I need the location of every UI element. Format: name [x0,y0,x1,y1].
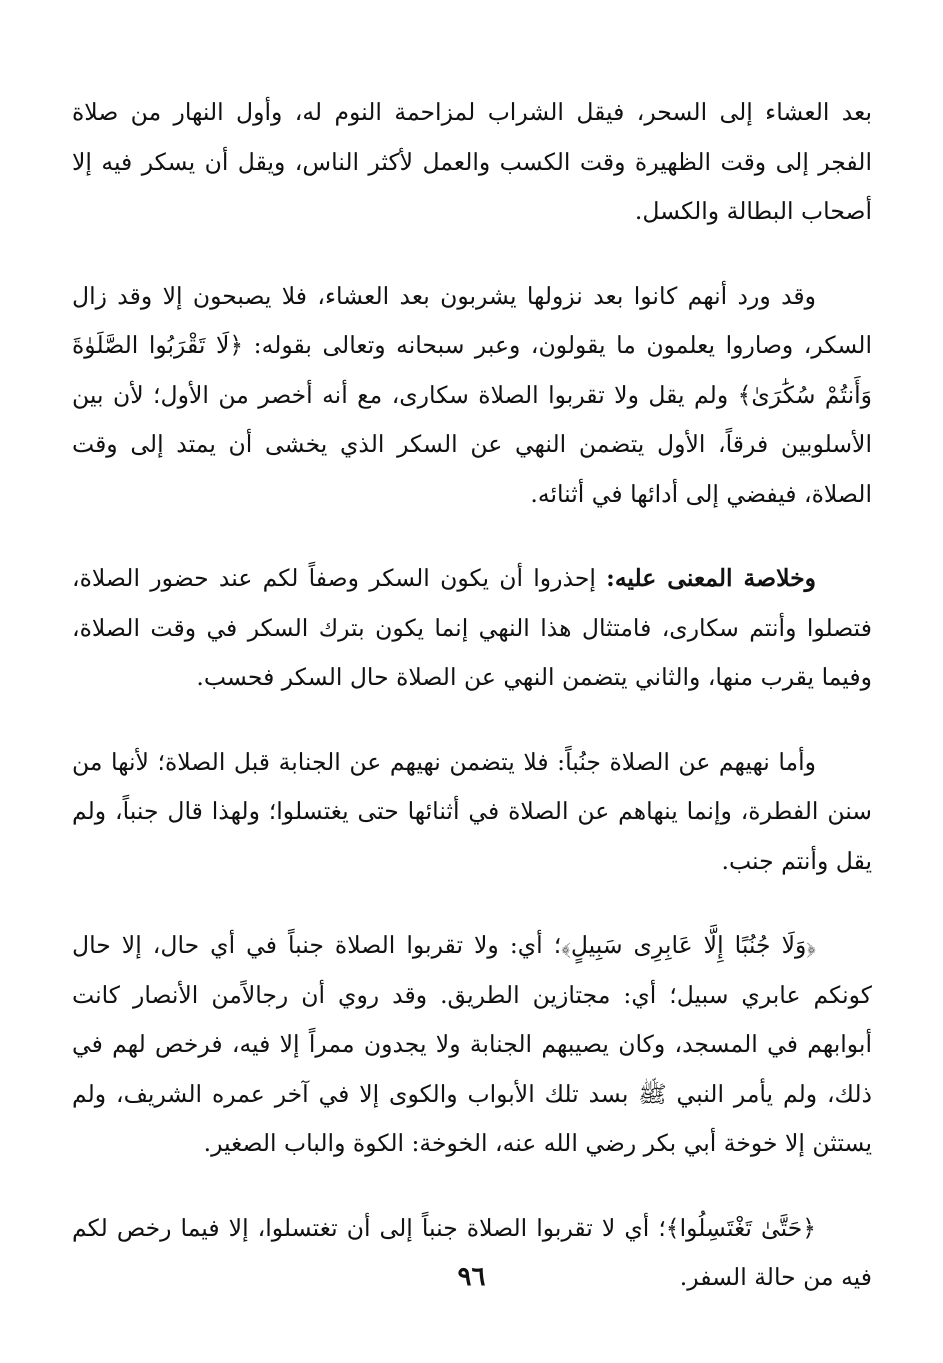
paragraph-6: ﴿حَتَّىٰ تَغْتَسِلُوا﴾؛ أي لا تقربوا الصلاة جنباً إلى أن تغتسلوا، إلا فيما رخص لكم فيه من حالة السفر. [72,1213,872,1291]
paragraph-3 [72,554,872,703]
paragraph-1: بعد العشاء إلى السحر، فيقل الشراب لمزاحمة النوم له، وأول النهار من صلاة الفجر إلى وقت الظهيرة وقت الكسب والعمل لأكثر الناس، ويقل أن يسكر فيه إلا أصحاب البطالة والكسل. [72,98,872,225]
paragraph-2: وقد ورد أنهم كانوا بعد نزولها يشربون بعد العشاء، فلا يصبحون إلا وقد زال السكر، وصاروا يعلمون ما يقولون، وعبر سبحانه وتعالى بقوله: ﴿لَا تَقْرَبُوا الصَّلَوٰةَ وَأَنتُمْ سُكَٰرَىٰ﴾ ولم يقل ولا تقربوا الصلاة سكارى، مع أنه أخصر من الأول؛ لأن بين الأسلوبين فرقاً، الأول يتضمن النهي عن السكر الذي يخشى أن يمتد إلى وقت الصلاة، فيفضي إلى أدائها في أثنائه. [72,281,872,508]
paragraph-3-lead: وخلاصة المعنى عليه: [606,564,816,592]
paragraph-3-text: إحذروا أن يكون السكر وصفاً لكم عند حضور الصلاة، فتصلوا وأنتم سكارى، فامتثال هذا النهي إنما يكون بترك السكر في وقت الصلاة، وفيما يقرب منها، والثاني يتضمن النهي عن الصلاة حال السكر فحسب. [72,564,872,691]
paragraph-4: وأما نهيهم عن الصلاة جنُباً: فلا يتضمن نهيهم عن الجنابة قبل الصلاة؛ لأنها من سنن الفطرة، وإنما ينهاهم عن الصلاة في أثنائها حتى يغتسلوا؛ ولهذا قال جنباً، ولم يقل وأنتم جنب. [72,747,872,875]
paragraph-5: ﴿وَلَا جُنُبًا إِلَّا عَابِرِى سَبِيلٍ﴾؛ أي: ولا تقربوا الصلاة جنباً في أي حال، إلا حال كونكم عابري سبيل؛ أي: مجتازين الطريق. وقد روي أن رجالاًمن الأنصار كانت أبوابهم في المسجد، وكان يصيبهم الجنابة ولا يجدون ممراً إلا فيه، فرخص لهم في ذلك، ولم يأمر النبي ﷺ بسد تلك الأبواب والكوى إلا في آخر عمره الشريف، ولم يستثن إلا خوخة أبي بكر رضي الله عنه، الخوخة: الكوة والباب الصغير. [72,931,872,1157]
page-number: ٩٦ [457,1262,486,1292]
page-body [72,88,872,1338]
